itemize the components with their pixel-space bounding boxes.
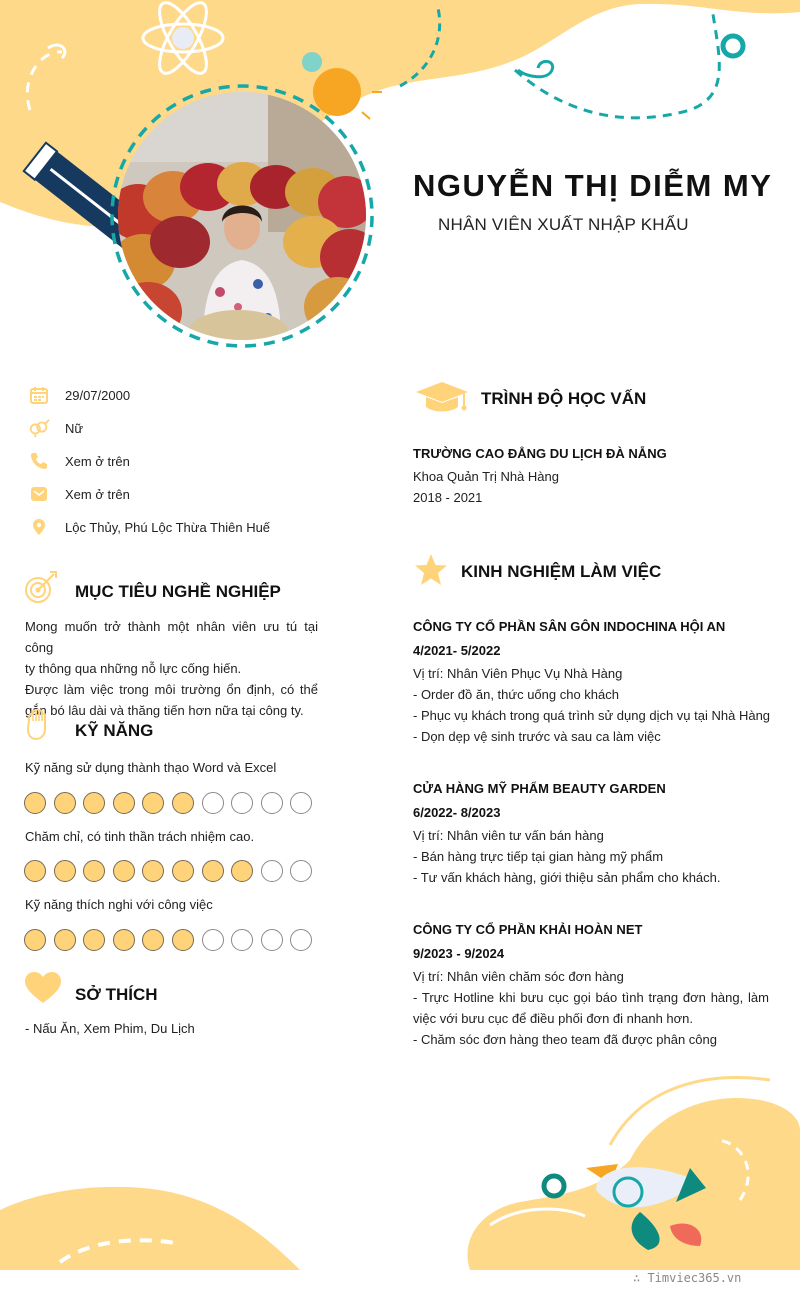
career-goal-line: ty thông qua những nỗ lực cống hiến. bbox=[25, 661, 242, 676]
rating-dot-empty bbox=[290, 929, 312, 951]
small-ring-icon bbox=[544, 1176, 564, 1196]
rating-dot-filled bbox=[142, 929, 164, 951]
contact-address bbox=[28, 516, 271, 538]
gender-icon bbox=[28, 417, 50, 439]
skill-rating bbox=[24, 860, 312, 882]
rating-dot-filled bbox=[172, 860, 194, 882]
watermark: ∴ Timviec365.vn bbox=[633, 1271, 742, 1285]
fist-icon bbox=[25, 709, 49, 741]
job-position: Vị trí: Nhân viên tư vấn bán hàng bbox=[413, 828, 604, 843]
career-goal-text bbox=[25, 616, 318, 721]
rating-dot-empty bbox=[202, 792, 224, 814]
address-text: Lộc Thủy, Phú Lộc Thừa Thiên Huế bbox=[65, 519, 271, 535]
rating-dot-filled bbox=[54, 860, 76, 882]
phone-icon bbox=[28, 450, 50, 472]
bottom-left-blob bbox=[0, 1187, 300, 1270]
job-duty: - Tư vấn khách hàng, giới thiệu sản phẩm cho khách. bbox=[413, 870, 721, 885]
school-name: TRƯỜNG CAO ĐẲNG DU LỊCH ĐÀ NẴNG bbox=[413, 446, 667, 461]
profile-photo bbox=[118, 92, 366, 340]
job-position: Vị trí: Nhân viên chăm sóc đơn hàng bbox=[413, 969, 624, 984]
company-name: CÔNG TY CỔ PHẦN KHẢI HOÀN NET bbox=[413, 922, 643, 937]
full-name: NGUYỄN THỊ DIỄM MY bbox=[413, 168, 773, 203]
rating-dot-filled bbox=[142, 792, 164, 814]
career-goal-line: Được làm việc trong môi trường ổn định, có thể bbox=[25, 682, 318, 697]
job-period: 6/2022- 8/2023 bbox=[413, 805, 501, 820]
rating-dot-filled bbox=[202, 860, 224, 882]
star-icon bbox=[414, 554, 448, 586]
skill-rating bbox=[24, 792, 312, 814]
rating-dot-filled bbox=[83, 929, 105, 951]
rating-dot-empty bbox=[202, 929, 224, 951]
birthdate-text: 29/07/2000 bbox=[65, 387, 131, 403]
job-period: 9/2023 - 9/2024 bbox=[413, 946, 505, 961]
rating-dot-empty bbox=[290, 860, 312, 882]
career-goal-title: MỤC TIÊU NGHỀ NGHIỆP bbox=[75, 582, 281, 601]
skill-label: Chăm chỉ, có tinh thần trách nhiệm cao. bbox=[25, 829, 255, 844]
rating-dot-empty bbox=[231, 929, 253, 951]
rating-dot-filled bbox=[113, 929, 135, 951]
phone-text: Xem ở trên bbox=[65, 453, 130, 469]
rating-dot-empty bbox=[261, 860, 283, 882]
email-icon bbox=[28, 483, 50, 505]
contact-gender bbox=[28, 417, 84, 439]
rating-dot-filled bbox=[113, 792, 135, 814]
job-duty: - Trực Hotline khi bưu cục gọi báo tình trạng đơn hàng, làm việc với bưu cục để điều phối đơn đi nhanh hơn. bbox=[413, 990, 769, 1026]
rating-dot-empty bbox=[231, 792, 253, 814]
rating-dot-filled bbox=[24, 929, 46, 951]
rating-dot-filled bbox=[83, 860, 105, 882]
target-icon bbox=[24, 570, 58, 604]
rating-dot-filled bbox=[24, 860, 46, 882]
job-duty: - Phục vụ khách trong quá trình sử dụng dịch vụ tại Nhà Hàng bbox=[413, 708, 771, 723]
skill-label: Kỹ năng sử dụng thành thạo Word và Excel bbox=[25, 760, 277, 775]
career-goal-line: Mong muốn trở thành một nhân viên ưu tú tại công bbox=[25, 619, 318, 655]
gender-text: Nữ bbox=[65, 420, 84, 436]
contact-phone bbox=[28, 450, 130, 472]
experience-title: KINH NGHIỆM LÀM VIỆC bbox=[461, 562, 662, 581]
job-period: 4/2021- 5/2022 bbox=[413, 643, 501, 658]
location-pin-icon bbox=[28, 516, 50, 538]
rating-dot-filled bbox=[172, 929, 194, 951]
job-title: NHÂN VIÊN XUẤT NHẬP KHẨU bbox=[438, 215, 689, 234]
major-text: Khoa Quản Trị Nhà Hàng bbox=[413, 469, 559, 484]
career-goal-line: gắn bó lâu dài và thăng tiến hơn nữa tại công ty. bbox=[25, 703, 304, 718]
skill-label: Kỹ năng thích nghi với công việc bbox=[25, 897, 213, 912]
rating-dot-filled bbox=[231, 860, 253, 882]
company-name: CỬA HÀNG MỸ PHẨM BEAUTY GARDEN bbox=[413, 781, 666, 796]
footer-decoration bbox=[0, 1040, 800, 1272]
email-text: Xem ở trên bbox=[65, 486, 130, 502]
calendar-icon bbox=[28, 384, 50, 406]
rating-dot-filled bbox=[83, 792, 105, 814]
rating-dot-filled bbox=[54, 929, 76, 951]
contact-email bbox=[28, 483, 130, 505]
job-duty: - Bán hàng trực tiếp tại gian hàng mỹ phẩm bbox=[413, 849, 664, 864]
skills-title: KỸ NĂNG bbox=[75, 721, 154, 740]
rating-dot-empty bbox=[261, 792, 283, 814]
rating-dot-filled bbox=[142, 860, 164, 882]
job-duty: - Dọn dẹp vệ sinh trước và sau ca làm việc bbox=[413, 729, 661, 744]
job-duty: - Chăm sóc đơn hàng theo team đã được phân công bbox=[413, 1032, 717, 1047]
company-name: CÔNG TY CỔ PHẦN SÂN GÔN INDOCHINA HỘI AN bbox=[413, 619, 726, 634]
small-ring-icon bbox=[723, 36, 743, 56]
rating-dot-filled bbox=[24, 792, 46, 814]
rating-dot-empty bbox=[290, 792, 312, 814]
rating-dot-filled bbox=[113, 860, 135, 882]
rating-dot-filled bbox=[54, 792, 76, 814]
profile-photo-frame bbox=[108, 82, 376, 350]
contact-birthdate bbox=[28, 384, 131, 406]
rating-dot-filled bbox=[172, 792, 194, 814]
hobbies-title: SỞ THÍCH bbox=[75, 985, 158, 1004]
education-period: 2018 - 2021 bbox=[413, 490, 483, 505]
graduation-cap-icon bbox=[414, 380, 470, 416]
job-position: Vị trí: Nhân Viên Phục Vụ Nhà Hàng bbox=[413, 666, 623, 681]
job-duty: - Order đồ ăn, thức uống cho khách bbox=[413, 687, 619, 702]
education-title: TRÌNH ĐỘ HỌC VẤN bbox=[481, 389, 647, 408]
skill-rating bbox=[24, 929, 312, 951]
heart-icon bbox=[25, 972, 61, 1004]
rating-dot-empty bbox=[261, 929, 283, 951]
hobbies-text: - Nấu Ăn, Xem Phim, Du Lịch bbox=[25, 1021, 195, 1036]
